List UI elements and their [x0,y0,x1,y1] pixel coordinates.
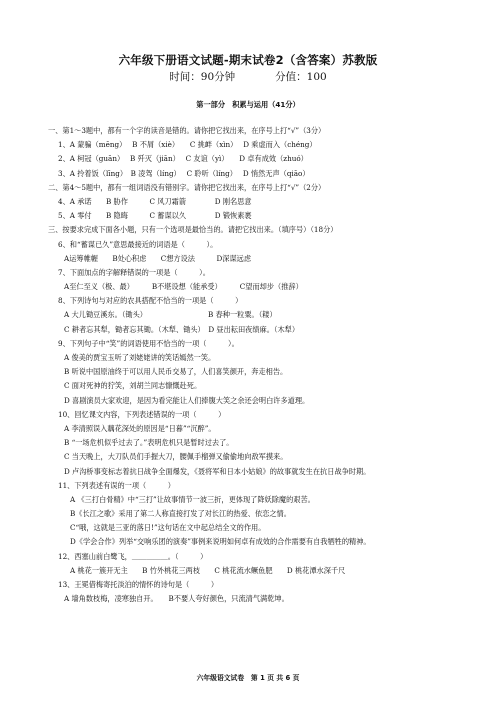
exam-score: 分值：100 [275,71,327,83]
question-line: D《学会合作》列举“交响乐团的演奏”事例来说明如何卓有成效的合作需要有自我牺牲的精神。 [70,537,371,547]
question-line: 4、A 承诺 B 胁作 C 风刀霜箭 D 刚名思意 [58,196,252,206]
question-heading: 三、按要求完成下面各小题，只有一个选项是最恰当的。请把它找出来。（填序号）（18分） [48,225,338,235]
document-title: 六年级下册语文试题-期末试卷2（含答案）苏教版 [118,53,378,67]
question-line: A 大儿锄豆溪东。（锄头） B 春种一粒粟。（耧） [64,310,277,320]
question-line: D 喜剧演员大家欢迎，是因为看完能让人们捧腹大笑之余还会明白许多道理。 [64,395,310,405]
question-line: 1、A 蒙骗（mēng） B 不屑（xiè） C 挑衅（xìn） D 乘虚而入（chéng） [58,140,317,150]
question-line: A 桃花一簇开无主 B 竹外桃花三两枝 C 桃花流水鳜鱼肥 D 桃花潭水深千尺 [70,565,346,575]
question-line: A 墙角数枝梅，凌寒独自开。 B不要人夸好颜色，只流清气满乾坤。 [64,594,289,604]
question-line: C“哦，这就是三亚的落日!”这句话在文中起总结全文的作用。 [70,523,266,533]
exam-info [0,69,496,84]
question-line: 2、A 柯冠（guān） B 歼灭（jiān） C 友谊（yì） D 卓有成效（zhuó） [58,154,308,164]
question-heading: 一、第1～3题中，都有一个字的读音是错的。请你把它找出来，在序号上打“√”（3分） [48,126,326,135]
question-heading: 二、第4～5题中，都有一组词语没有错别字。请你把它找出来，在序号上打“√”（2分） [48,182,326,192]
section-heading: 第一部分 积累与运用（41分） [196,100,300,109]
question-line: B《长江之歌》采用了第二人称直接打发了对长江的热爱、依恋之情。 [70,509,291,519]
question-line: 13、王冕借梅寄托淡泊的情怀的诗句是（ ） [58,580,219,589]
question-line: 12、西塞山前白鹭飞，＿＿＿＿＿。（ ） [58,551,208,561]
question-line: C 耕者忘其犁，锄者忘其锄。（木犁、锄头） D 昼出耘田夜绩麻。（木犁） [64,324,300,334]
question-line: 11、下列表述有误的一项（ ） [58,480,175,490]
question-list [48,124,468,606]
question-line: A至仁至义（极、最） B不堪设想（能承受） C望而却步（推辞） [64,282,303,292]
question-line: B 听说中国原油终于可以用人民币交易了，人们喜笑颜开，奔走相告。 [64,367,288,377]
question-line: 6、和“蓄谋已久”意思最接近的词语是（ ）。 [58,239,218,249]
question-line: A 《三打白骨精》中“三打”让故事情节一波三折，更体现了降妖除魔的艰苦。 [70,494,315,504]
question-line: A 李清照误入藕花深处的原因是“日暮”“沉醉”。 [64,423,216,433]
question-line: C 当天晚上，大刀队员们手握大刀，腰佩手榴弹又偷偷地向敌军摸来。 [64,452,288,462]
question-line: 10、回忆课文内容，下列表述错误的一项（ ） [58,409,226,419]
question-line: A 俊美的贾宝玉听了刘姥姥讲的笑话嫣然一笑。 [64,353,216,362]
question-line: 3、A 拎着饭（līng） B 凌驾（líng） C 聆听（líng） D 悄然无声（qiāo） [58,168,310,178]
question-line: 9、下列句子中“笑”的词语使用不恰当的一项（ ）。 [58,338,239,348]
exam-time: 时间：90分钟 [169,71,236,83]
question-line: C 面对死神的狞笑，刘胡兰同志慷慨赴死。 [64,381,202,391]
question-line: 7、下面加点的字解释错误的一项是（ ）。 [58,267,210,277]
question-line: 8、下列诗句与对应的农具搭配不恰当的一项是（ ） [58,296,243,306]
question-line: 5、A 零付 B 隐晦 C 蓄谋以久 D 锻恢素裹 [58,211,252,221]
question-line: D 卢沟桥事变标志着抗日战争全面爆发，《聂将军和日本小姑娘》的故事就发生在抗日战争时期。 [64,466,371,476]
question-line: A运筹帷幄 B处心积虑 C想方设法 D深谋远虑 [64,253,252,263]
question-line: B “一场危机似乎过去了。”表明危机只是暂时过去了。 [64,438,234,448]
page-footer: 六年级语文试卷 第 1 页 共 6 页 [196,674,300,682]
